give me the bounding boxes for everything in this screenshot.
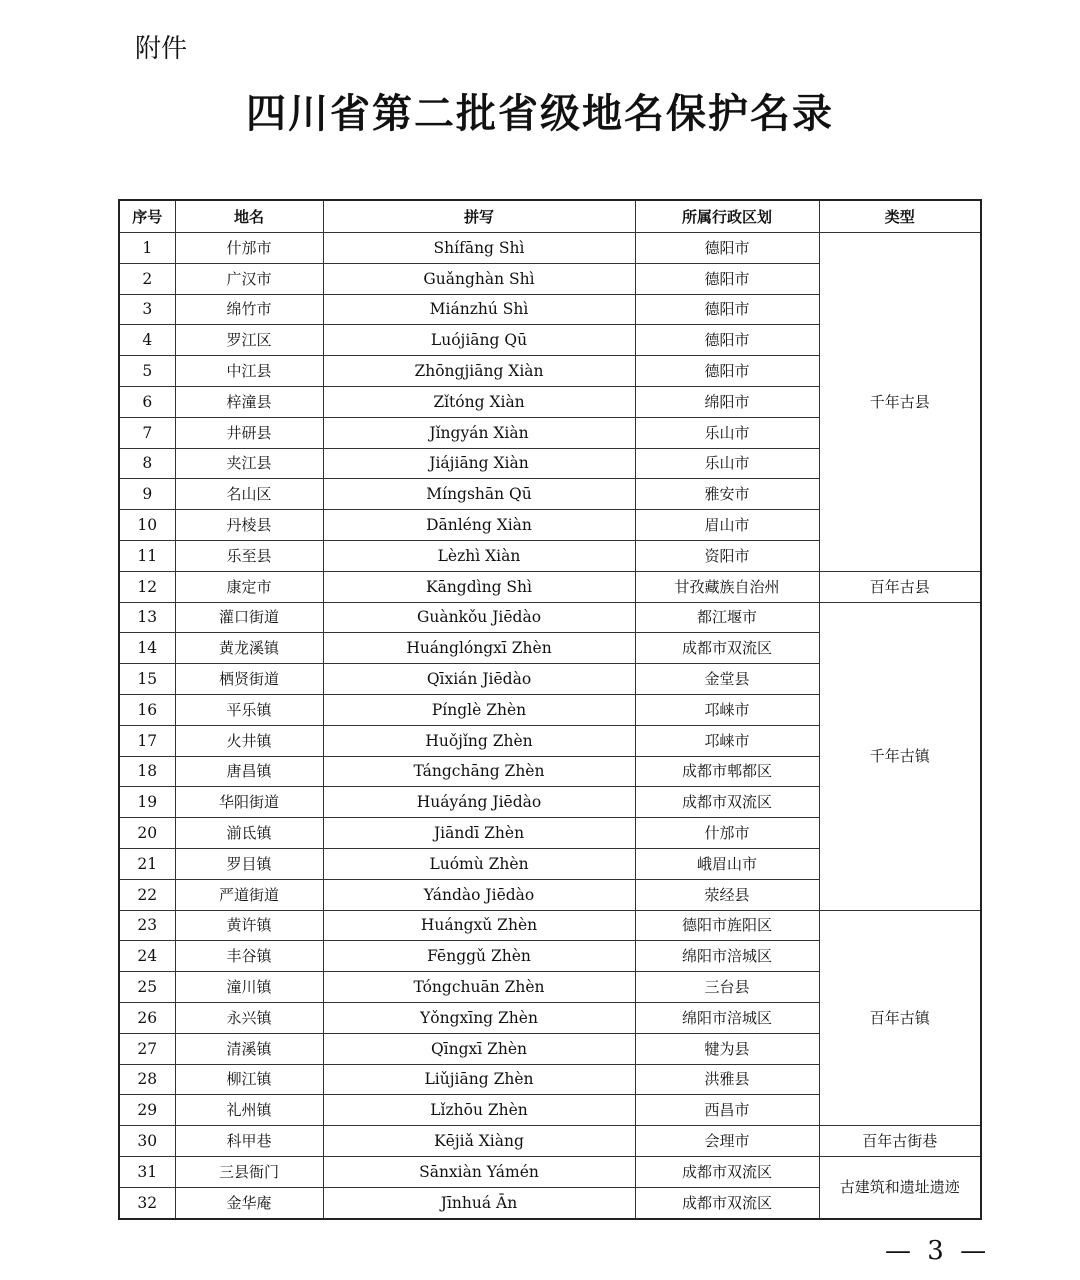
row-number: 31 xyxy=(119,1156,175,1187)
row-pinyin: Guǎnghàn Shì xyxy=(323,263,635,294)
row-number: 25 xyxy=(119,972,175,1003)
row-place-name: 永兴镇 xyxy=(175,1002,323,1033)
row-pinyin: Qīngxī Zhèn xyxy=(323,1033,635,1064)
row-pinyin: Dānléng Xiàn xyxy=(323,510,635,541)
row-place-name: 科甲巷 xyxy=(175,1126,323,1157)
table-row xyxy=(119,1126,981,1157)
row-region: 金堂县 xyxy=(635,664,819,695)
row-pinyin: Huǒjǐng Zhèn xyxy=(323,725,635,756)
row-pinyin: Liǔjiāng Zhèn xyxy=(323,1064,635,1095)
row-pinyin: Jiāndī Zhèn xyxy=(323,818,635,849)
row-place-name: 金华庵 xyxy=(175,1187,323,1218)
row-region: 乐山市 xyxy=(635,417,819,448)
row-number: 2 xyxy=(119,263,175,294)
row-pinyin: Tángchāng Zhèn xyxy=(323,756,635,787)
table-header-row xyxy=(119,200,981,233)
row-pinyin: Jiájiāng Xiàn xyxy=(323,448,635,479)
header-number: 序号 xyxy=(119,200,175,233)
row-region: 成都市双流区 xyxy=(635,787,819,818)
row-region: 邛崃市 xyxy=(635,694,819,725)
row-place-name: 罗目镇 xyxy=(175,848,323,879)
row-region: 荥经县 xyxy=(635,879,819,910)
row-number: 18 xyxy=(119,756,175,787)
row-pinyin: Yǒngxīng Zhèn xyxy=(323,1002,635,1033)
row-place-name: 华阳街道 xyxy=(175,787,323,818)
row-region: 德阳市 xyxy=(635,294,819,325)
document-title: 四川省第二批省级地名保护名录 xyxy=(246,91,834,137)
row-region: 眉山市 xyxy=(635,510,819,541)
row-place-name: 湔氐镇 xyxy=(175,818,323,849)
header-type: 类型 xyxy=(819,200,981,233)
row-region: 邛崃市 xyxy=(635,725,819,756)
row-place-name: 康定市 xyxy=(175,571,323,602)
row-place-name: 清溪镇 xyxy=(175,1033,323,1064)
row-number: 23 xyxy=(119,910,175,941)
row-place-name: 三县衙门 xyxy=(175,1156,323,1187)
row-number: 17 xyxy=(119,725,175,756)
row-type: 千年古县 xyxy=(819,233,981,572)
row-pinyin: Fēnggǔ Zhèn xyxy=(323,941,635,972)
row-place-name: 黄许镇 xyxy=(175,910,323,941)
row-place-name: 丹棱县 xyxy=(175,510,323,541)
header-name: 地名 xyxy=(175,200,323,233)
row-region: 德阳市 xyxy=(635,233,819,264)
row-region: 德阳市旌阳区 xyxy=(635,910,819,941)
row-region: 绵阳市 xyxy=(635,386,819,417)
row-number: 1 xyxy=(119,233,175,264)
row-pinyin: Huáyáng Jiēdào xyxy=(323,787,635,818)
table-row xyxy=(119,1156,981,1187)
row-place-name: 梓潼县 xyxy=(175,386,323,417)
table-row xyxy=(119,571,981,602)
row-number: 3 xyxy=(119,294,175,325)
row-region: 三台县 xyxy=(635,972,819,1003)
table-row xyxy=(119,602,981,633)
row-pinyin: Lǐzhōu Zhèn xyxy=(323,1095,635,1126)
row-type: 古建筑和遗址遗迹 xyxy=(819,1156,981,1218)
header-region: 所属行政区划 xyxy=(635,200,819,233)
row-number: 32 xyxy=(119,1187,175,1218)
page-number: — 3 — xyxy=(885,1236,991,1266)
row-pinyin: Sānxiàn Yámén xyxy=(323,1156,635,1187)
row-number: 27 xyxy=(119,1033,175,1064)
row-pinyin: Zǐtóng Xiàn xyxy=(323,386,635,417)
row-region: 德阳市 xyxy=(635,325,819,356)
row-number: 9 xyxy=(119,479,175,510)
row-pinyin: Huánglóngxī Zhèn xyxy=(323,633,635,664)
row-number: 11 xyxy=(119,540,175,571)
row-place-name: 黄龙溪镇 xyxy=(175,633,323,664)
row-number: 19 xyxy=(119,787,175,818)
table-row xyxy=(119,910,981,941)
row-place-name: 井研县 xyxy=(175,417,323,448)
row-pinyin: Luójiāng Qū xyxy=(323,325,635,356)
row-number: 28 xyxy=(119,1064,175,1095)
row-number: 8 xyxy=(119,448,175,479)
row-type: 千年古镇 xyxy=(819,602,981,910)
row-number: 5 xyxy=(119,356,175,387)
row-place-name: 严道街道 xyxy=(175,879,323,910)
row-region: 德阳市 xyxy=(635,356,819,387)
row-number: 20 xyxy=(119,818,175,849)
row-region: 绵阳市涪城区 xyxy=(635,941,819,972)
attachment-label: 附件 xyxy=(135,34,188,64)
row-place-name: 唐昌镇 xyxy=(175,756,323,787)
row-pinyin: Tóngchuān Zhèn xyxy=(323,972,635,1003)
row-place-name: 栖贤街道 xyxy=(175,664,323,695)
row-pinyin: Jǐngyán Xiàn xyxy=(323,417,635,448)
row-number: 10 xyxy=(119,510,175,541)
row-place-name: 平乐镇 xyxy=(175,694,323,725)
row-pinyin: Zhōngjiāng Xiàn xyxy=(323,356,635,387)
row-pinyin: Guànkǒu Jiēdào xyxy=(323,602,635,633)
row-number: 21 xyxy=(119,848,175,879)
row-number: 6 xyxy=(119,386,175,417)
header-pinyin: 拼写 xyxy=(323,200,635,233)
row-region: 会理市 xyxy=(635,1126,819,1157)
row-number: 22 xyxy=(119,879,175,910)
row-pinyin: Jīnhuá Ān xyxy=(323,1187,635,1218)
row-number: 16 xyxy=(119,694,175,725)
row-place-name: 广汉市 xyxy=(175,263,323,294)
place-name-table xyxy=(118,199,982,1220)
row-place-name: 名山区 xyxy=(175,479,323,510)
row-region: 成都市双流区 xyxy=(635,633,819,664)
row-pinyin: Miánzhú Shì xyxy=(323,294,635,325)
row-number: 7 xyxy=(119,417,175,448)
row-pinyin: Huángxǔ Zhèn xyxy=(323,910,635,941)
row-place-name: 绵竹市 xyxy=(175,294,323,325)
row-place-name: 乐至县 xyxy=(175,540,323,571)
row-number: 26 xyxy=(119,1002,175,1033)
row-place-name: 灌口街道 xyxy=(175,602,323,633)
row-pinyin: Yándào Jiēdào xyxy=(323,879,635,910)
row-place-name: 丰谷镇 xyxy=(175,941,323,972)
row-number: 24 xyxy=(119,941,175,972)
row-pinyin: Luómù Zhèn xyxy=(323,848,635,879)
row-place-name: 什邡市 xyxy=(175,233,323,264)
row-region: 犍为县 xyxy=(635,1033,819,1064)
row-number: 14 xyxy=(119,633,175,664)
row-place-name: 夹江县 xyxy=(175,448,323,479)
row-place-name: 潼川镇 xyxy=(175,972,323,1003)
row-place-name: 罗江区 xyxy=(175,325,323,356)
row-number: 29 xyxy=(119,1095,175,1126)
row-number: 15 xyxy=(119,664,175,695)
row-place-name: 柳江镇 xyxy=(175,1064,323,1095)
row-region: 成都市郫都区 xyxy=(635,756,819,787)
row-type: 百年古镇 xyxy=(819,910,981,1126)
row-region: 雅安市 xyxy=(635,479,819,510)
table-row xyxy=(119,233,981,264)
row-region: 峨眉山市 xyxy=(635,848,819,879)
row-pinyin: Shífāng Shì xyxy=(323,233,635,264)
row-place-name: 礼州镇 xyxy=(175,1095,323,1126)
row-region: 洪雅县 xyxy=(635,1064,819,1095)
row-region: 什邡市 xyxy=(635,818,819,849)
row-region: 甘孜藏族自治州 xyxy=(635,571,819,602)
row-pinyin: Qīxián Jiēdào xyxy=(323,664,635,695)
row-pinyin: Míngshān Qū xyxy=(323,479,635,510)
row-pinyin: Lèzhì Xiàn xyxy=(323,540,635,571)
row-region: 成都市双流区 xyxy=(635,1156,819,1187)
row-place-name: 中江县 xyxy=(175,356,323,387)
row-region: 都江堰市 xyxy=(635,602,819,633)
row-pinyin: Pínglè Zhèn xyxy=(323,694,635,725)
row-number: 12 xyxy=(119,571,175,602)
row-type: 百年古县 xyxy=(819,571,981,602)
row-number: 4 xyxy=(119,325,175,356)
row-pinyin: Kējiǎ Xiàng xyxy=(323,1126,635,1157)
row-region: 西昌市 xyxy=(635,1095,819,1126)
row-place-name: 火井镇 xyxy=(175,725,323,756)
row-number: 13 xyxy=(119,602,175,633)
row-region: 乐山市 xyxy=(635,448,819,479)
row-pinyin: Kāngdìng Shì xyxy=(323,571,635,602)
table-body xyxy=(119,233,981,1219)
row-number: 30 xyxy=(119,1126,175,1157)
row-region: 资阳市 xyxy=(635,540,819,571)
row-region: 德阳市 xyxy=(635,263,819,294)
row-type: 百年古街巷 xyxy=(819,1126,981,1157)
row-region: 成都市双流区 xyxy=(635,1187,819,1218)
row-region: 绵阳市涪城区 xyxy=(635,1002,819,1033)
